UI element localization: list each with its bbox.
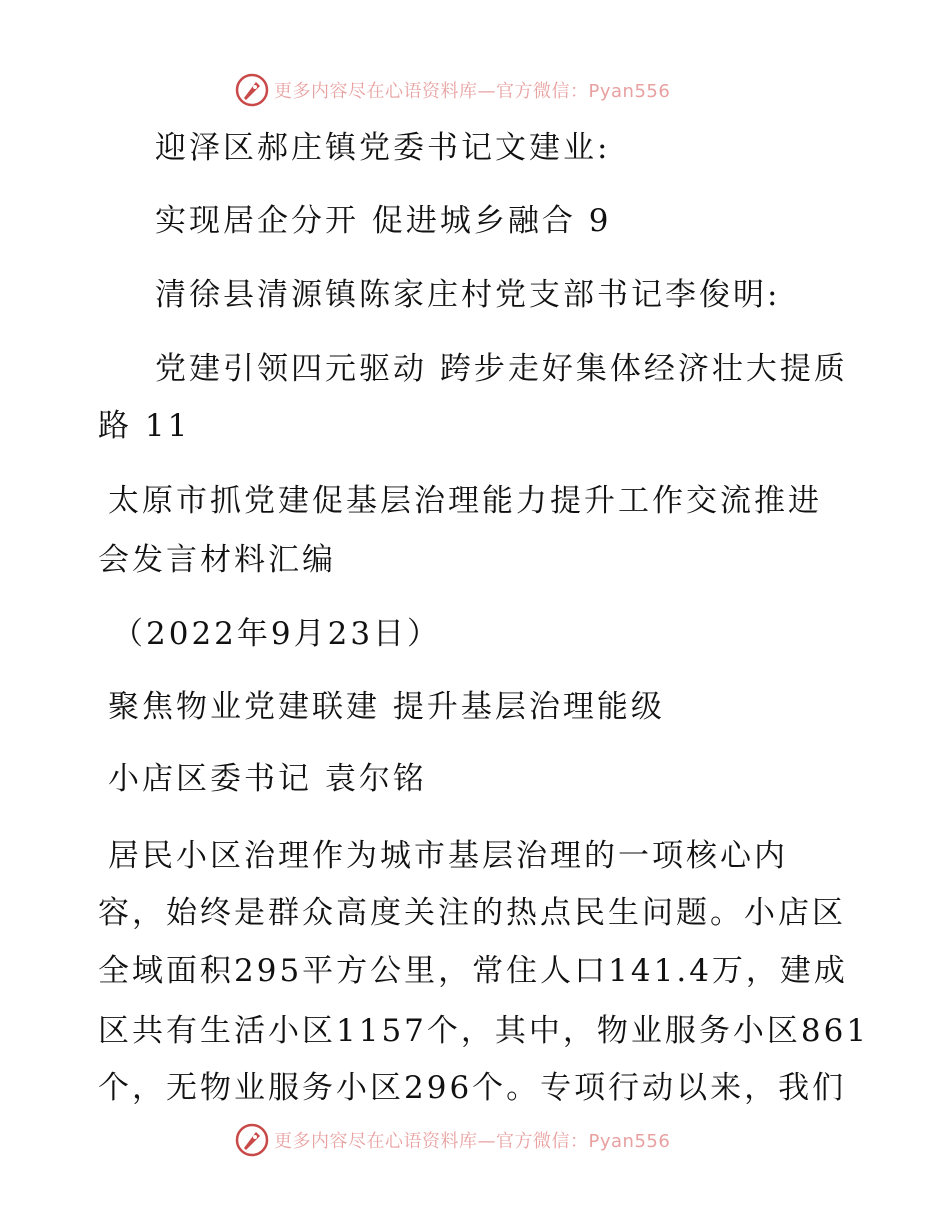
text-line: 居民小区治理作为城市基层治理的一项核心内 bbox=[108, 838, 788, 874]
text-line: 全域面积295平方公里，常住人口141.4万，建成 bbox=[98, 953, 848, 989]
text-line: （2022年9月23日） bbox=[112, 616, 442, 652]
text-line: 聚焦物业党建联建 提升基层治理能级 bbox=[108, 689, 665, 725]
text-line: 区共有生活小区1157个，其中，物业服务小区861 bbox=[98, 1013, 870, 1049]
text-line: 实现居企分开 促进城乡融合 9 bbox=[155, 203, 612, 239]
text-line: 清徐县清源镇陈家庄村党支部书记李俊明: bbox=[155, 277, 781, 313]
pen-nib-logo-icon bbox=[234, 72, 270, 108]
text-line: 容，始终是群众高度关注的热点民生问题。小店区 bbox=[98, 895, 846, 931]
text-line: 党建引领四元驱动 跨步走好集体经济壮大提质 bbox=[155, 351, 848, 387]
pen-nib-logo-icon bbox=[234, 1122, 270, 1158]
text-line: 个，无物业服务小区296个。专项行动以来，我们 bbox=[98, 1070, 847, 1106]
watermark-top bbox=[234, 70, 670, 110]
watermark-text: 更多内容尽在心语资料库—官方微信：Pyan556 bbox=[274, 1131, 671, 1152]
watermark-text: 更多内容尽在心语资料库—官方微信：Pyan556 bbox=[274, 81, 671, 102]
text-line: 小店区委书记 袁尔铭 bbox=[108, 761, 427, 797]
text-line: 会发言材料汇编 bbox=[98, 542, 336, 578]
text-line: 太原市抓党建促基层治理能力提升工作交流推进 bbox=[108, 483, 822, 519]
watermark-bottom bbox=[234, 1120, 670, 1160]
text-line: 路 11 bbox=[98, 408, 191, 444]
text-line: 迎泽区郝庄镇党委书记文建业: bbox=[155, 130, 611, 166]
